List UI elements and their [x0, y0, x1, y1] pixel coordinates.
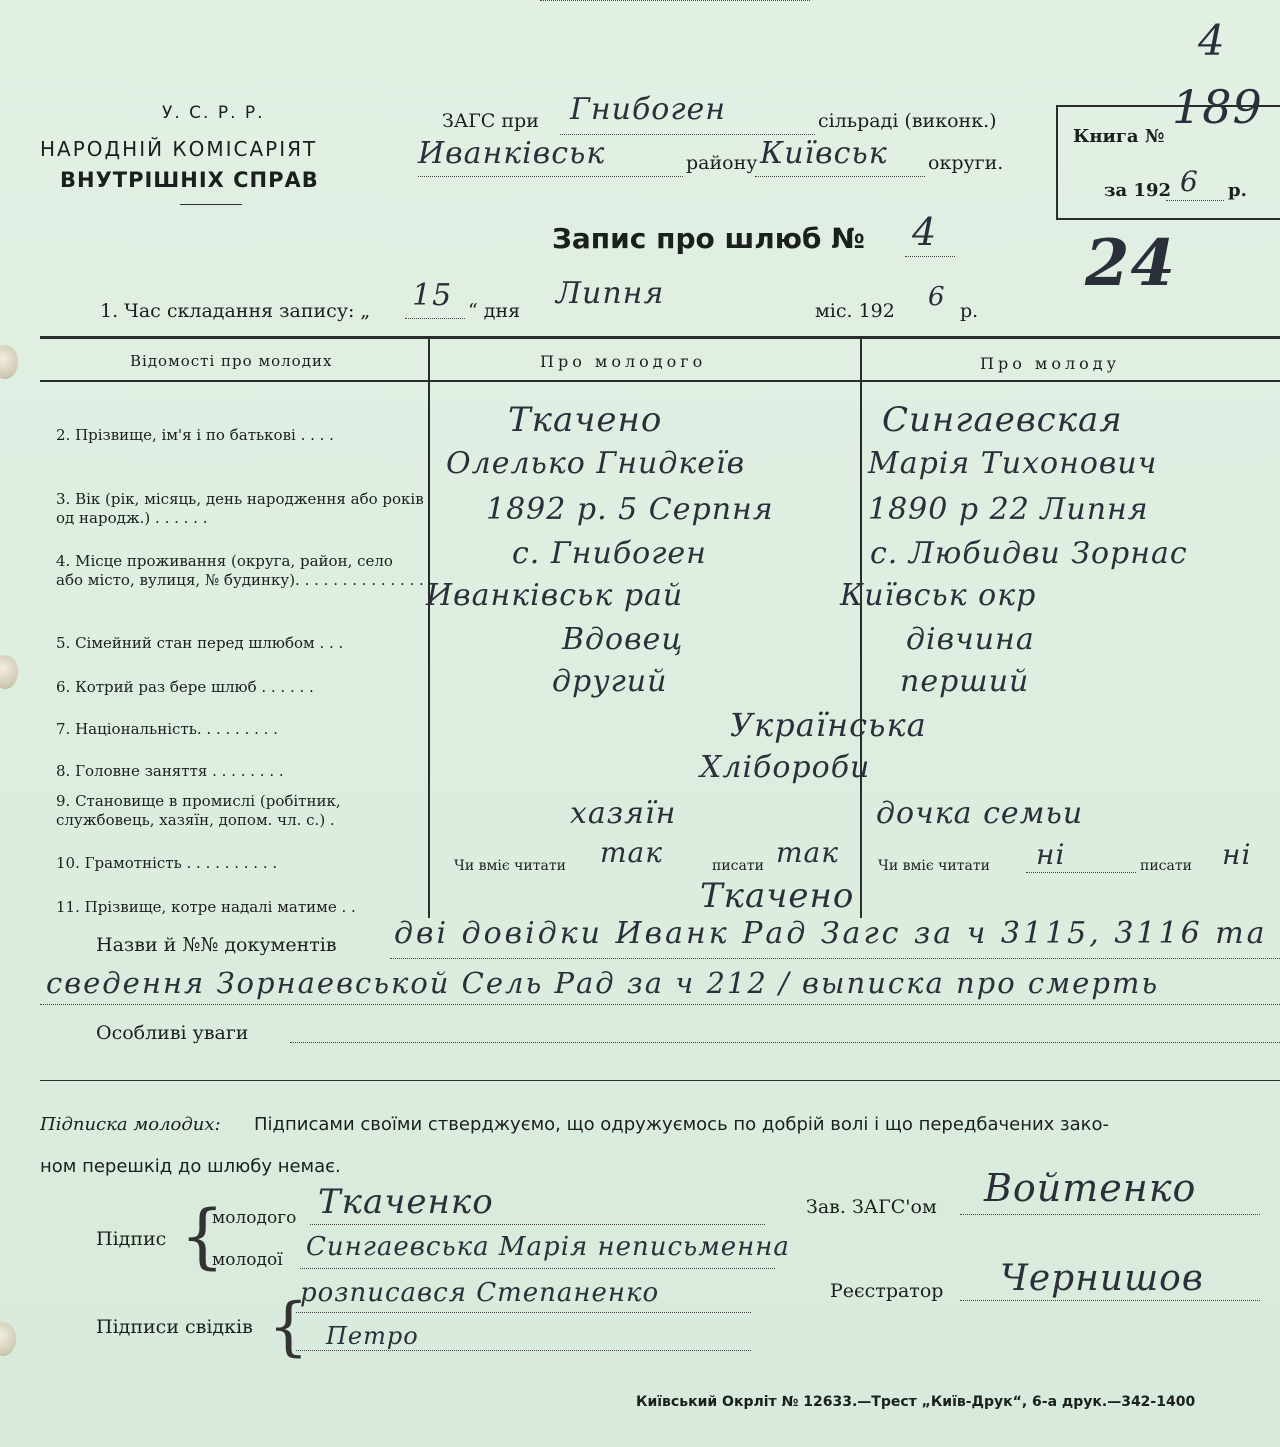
bride-marital: дівчина: [906, 622, 1035, 657]
row-label-marital: 5. Сімейний стан перед шлюбом . . .: [56, 634, 344, 652]
row-label-age: 3. Вік (рік, місяць, день народження або років од народж.) . . . . . .: [56, 490, 424, 527]
remarks-label: Особливі уваги: [96, 1022, 249, 1044]
book-year-line: [1166, 200, 1224, 201]
groom-sign-line: [310, 1224, 765, 1225]
item1-day-line: [405, 318, 465, 319]
groom-position: хазяїн: [570, 796, 677, 831]
book-box-bottom: [1056, 218, 1280, 220]
record-number-value: 4: [912, 210, 938, 254]
bride-read-label: Чи вміє читати: [878, 858, 990, 874]
row-label-nationality: 7. Національність. . . . . . . . .: [56, 720, 278, 738]
documents-line1: дві довідки Иванк Рад Загс за ч 3115, 3116 та: [394, 916, 1268, 951]
book-box-left: [1056, 105, 1058, 220]
row-label-residence: 4. Місце проживання (округа, район, село або місто, вулиця, № будинку). . . . . . . . . . . . . .: [56, 552, 424, 589]
row-label-surname: 11. Прізвище, котре надалі матиме . .: [56, 898, 356, 916]
row-label-name: 2. Прізвище, ім'я і по батькові . . . .: [56, 426, 334, 444]
village-council-value: Гнибоген: [570, 92, 726, 127]
zags-prefix: ЗАГС при: [442, 110, 539, 132]
bride-sign-label: молодої: [212, 1250, 283, 1270]
table-col-divider-1: [428, 338, 430, 918]
pledge-italic: Підписка молодих:: [40, 1114, 221, 1135]
podpis-label: Підпис: [96, 1228, 167, 1250]
bride-given-name: Марія Тихонович: [868, 446, 1158, 481]
item1-label: 1. Час складання запису: „: [100, 300, 371, 322]
table-top-line: [40, 336, 1280, 339]
remarks-bottom-line: [40, 1080, 1280, 1081]
item1-day-label: “ дня: [468, 300, 521, 322]
documents-line1-rule: [390, 958, 1280, 959]
groom-read-value: так: [600, 836, 663, 869]
item1-day-value: 15: [412, 278, 453, 313]
record-title: Запис про шлюб №: [552, 222, 865, 255]
witness-line-1: [296, 1312, 751, 1313]
record-number-line: [905, 256, 955, 257]
occupation-value: Хлібороби: [700, 750, 871, 785]
row-label-times: 6. Котрий раз бере шлюб . . . . . .: [56, 678, 314, 696]
header-divider: [180, 204, 242, 205]
bride-write-value: ні: [1222, 838, 1252, 871]
zags-suffix: сільраді (виконк.): [818, 110, 997, 132]
header-commissariat: НАРОДНІЙ КОМІСАРІЯТ: [40, 137, 318, 161]
item1-year-suffix: р.: [960, 300, 979, 322]
bride-surname: Сингаевская: [882, 400, 1123, 440]
item1-month-value: Липня: [556, 276, 665, 311]
okrug-line: [755, 176, 925, 177]
corner-number: 4: [1198, 16, 1226, 65]
book-year-label: за 192: [1104, 180, 1171, 201]
head-label: Зав. ЗАГС'ом: [806, 1196, 937, 1218]
remarks-rule: [290, 1042, 1280, 1043]
groom-write-label: писати: [712, 858, 764, 874]
groom-birth: 1892 р. 5 Серпня: [486, 492, 774, 527]
punch-hole: [0, 655, 18, 689]
groom-given-name: Олелько Гнидкеїв: [446, 446, 746, 481]
col3-header: Про молоду: [980, 354, 1121, 373]
groom-times: другий: [552, 664, 668, 699]
village-council-line: [560, 134, 815, 135]
witness-signature-2: Петро: [326, 1322, 419, 1350]
okrug-value: Київськ: [760, 136, 888, 171]
bride-birth: 1890 р 22 Липня: [868, 492, 1149, 527]
groom-village: с. Гнибоген: [512, 536, 707, 571]
header-internal-affairs: ВНУТРІШНІХ СПРАВ: [60, 168, 319, 192]
groom-write-value: так: [776, 836, 839, 869]
bride-read-line: [1026, 872, 1136, 873]
documents-line2: сведення Зорнаевськой Сель Рад за ч 212 / выписка про смерть: [46, 966, 1160, 1000]
punch-hole: [0, 1322, 16, 1356]
book-year-suffix: р.: [1228, 180, 1247, 201]
bride-village: с. Любидви Зорнас: [870, 536, 1188, 571]
nationality-value: Українська: [730, 706, 927, 744]
bride-times: перший: [900, 664, 1030, 699]
district-value: Иванківськ: [418, 136, 606, 171]
district-line: [418, 176, 683, 177]
bride-signature: Сингаевська Марія неписьменна: [306, 1232, 790, 1262]
witness-line-2: [296, 1350, 751, 1351]
groom-sign-label: молодого: [212, 1208, 297, 1228]
head-signature: Войтенко: [984, 1166, 1197, 1210]
bride-okrug: Київськ окр: [840, 578, 1037, 613]
groom-marital: Вдовец: [562, 622, 684, 657]
groom-surname: Ткачено: [508, 400, 663, 440]
podpis-brace: {: [180, 1195, 225, 1277]
col1-header: Відомості про молодих: [130, 352, 333, 370]
book-year-value: 6: [1180, 165, 1199, 198]
col2-header: Про молодого: [540, 352, 707, 371]
table-header-line: [40, 380, 1280, 382]
registrar-signature: Чернишов: [1000, 1258, 1204, 1299]
okrug-label: округи.: [928, 152, 1004, 174]
table-col-divider-2: [860, 338, 862, 918]
bride-sign-line: [300, 1268, 775, 1269]
groom-read-label: Чи вміє читати: [454, 858, 566, 874]
documents-line2-rule: [40, 1004, 1280, 1005]
witness-signature-1: розписався Степаненко: [300, 1278, 660, 1308]
bride-write-label: писати: [1140, 858, 1192, 874]
bride-position: дочка семьи: [876, 796, 1084, 831]
registrar-label: Реєстратор: [830, 1280, 944, 1302]
book-number-label: Книга №: [1073, 126, 1165, 147]
pledge-text-1: Підписами своїми стверджуємо, що одружуємось по добрій волі і що передбачених зако-: [254, 1114, 1110, 1135]
header-ussr: У. С. Р. Р.: [162, 103, 265, 123]
book-number-value: 189: [1172, 80, 1263, 134]
groom-signature: Ткаченко: [318, 1182, 494, 1222]
side-number: 24: [1085, 226, 1177, 301]
item1-month-line: [540, 0, 810, 1]
item1-year-value: 6: [928, 282, 946, 312]
groom-district: Иванківськ рай: [426, 578, 684, 613]
row-label-occupation: 8. Головне заняття . . . . . . . .: [56, 762, 284, 780]
witness-brace: {: [268, 1290, 309, 1364]
punch-hole: [0, 345, 18, 379]
row-label-position: 9. Становище в промислі (робітник, службовець, хазяїн, допом. чл. с.) .: [56, 792, 341, 829]
head-sign-line: [960, 1214, 1260, 1215]
bride-read-value: ні: [1036, 838, 1066, 871]
documents-label: Назви й №№ документів: [96, 934, 337, 956]
item1-month-label: міс. 192: [815, 300, 895, 322]
footer-imprint: Київський Окрліт № 12633.—Трест „Київ-Друк“, 6-а друк.—342-1400: [636, 1394, 1196, 1410]
new-surname-value: Ткачено: [700, 876, 855, 916]
district-label: району: [686, 152, 758, 174]
row-label-literacy: 10. Грамотність . . . . . . . . . .: [56, 854, 278, 872]
registrar-sign-line: [960, 1300, 1260, 1301]
pledge-text-2: ном перешкід до шлюбу немає.: [40, 1156, 341, 1177]
witness-label: Підписи свідків: [96, 1316, 253, 1338]
